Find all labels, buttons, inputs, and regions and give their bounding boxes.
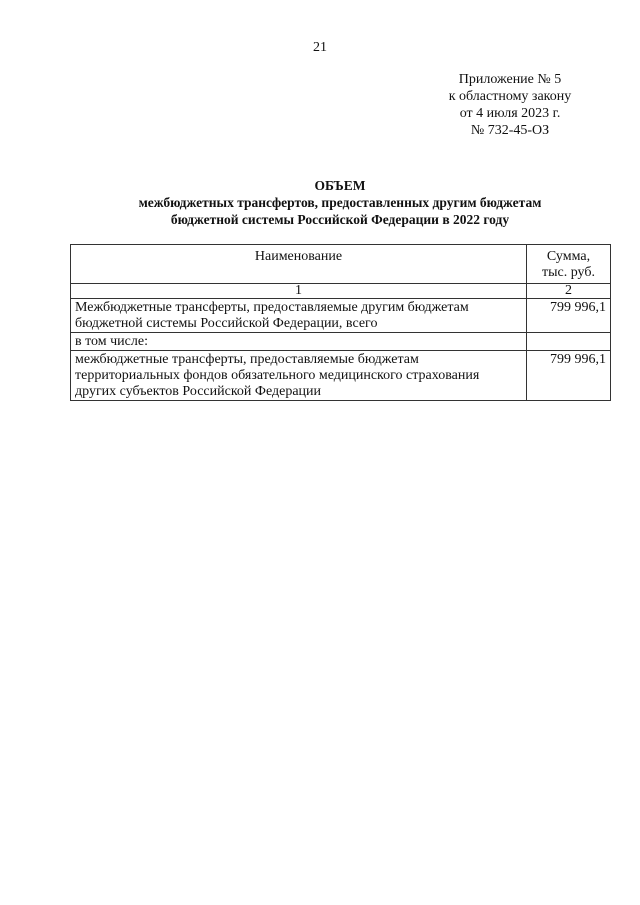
table-row [71, 299, 611, 333]
header-name-cell: Наименование [71, 245, 527, 284]
appendix-line-3: от 4 июля 2023 г. [459, 106, 561, 121]
title-line-3: бюджетной системы Российской Федерации в 2022 году [170, 212, 510, 227]
column-number-2: 2 [527, 284, 611, 299]
transfers-table [70, 244, 611, 401]
header-sum-line-2: тыс. руб. [542, 265, 595, 280]
row-sum-omi-funds: 799 996,1 [527, 351, 611, 401]
header-sum-line-1: Сумма, [546, 249, 591, 264]
row-name-including: в том числе: [71, 333, 527, 351]
page-number: 21 [313, 40, 327, 55]
table-row [71, 333, 611, 351]
table-header-row [71, 245, 611, 284]
appendix-line-4: № 732-45-ОЗ [470, 123, 550, 138]
table-row [71, 351, 611, 401]
row-name-total: Межбюджетные трансферты, предоставляемые другим бюджетам бюджетной системы Российской Федерации, всего [71, 299, 527, 333]
row-name-omi-funds: межбюджетные трансферты, предоставляемые бюджетам территориальных фондов обязательного медицинского страхования других субъектов Российской Федерации [71, 351, 527, 401]
appendix-line-2: к областному закону [448, 89, 572, 104]
header-sum-cell [527, 245, 611, 284]
title-line-1: ОБЪЕМ [314, 178, 366, 193]
column-numbering-row [71, 284, 611, 299]
row-sum-including [527, 333, 611, 351]
document-title [60, 177, 620, 228]
appendix-line-1: Приложение № 5 [458, 72, 562, 87]
column-number-1: 1 [71, 284, 527, 299]
appendix-reference [400, 71, 620, 139]
row-sum-total: 799 996,1 [527, 299, 611, 333]
title-line-2: межбюджетных трансфертов, предоставленных другим бюджетам [138, 195, 542, 210]
